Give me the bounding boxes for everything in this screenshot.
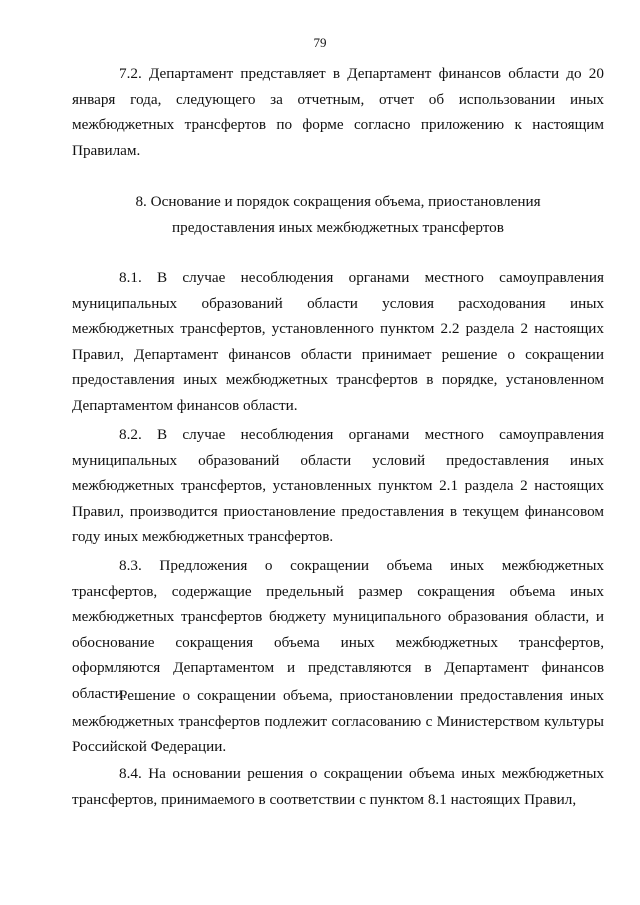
paragraph-8-2: [72, 422, 604, 550]
page-number: 79: [313, 35, 327, 50]
paragraph-8-2-text: 8.2. В случае несоблюдения органами местного самоуправления муниципальных образований области условий предоставления иных межбюджетных трансфертов, установленных пунктом 2.1 раздела 2 настоящих Правил, производится приостановление предоставления в текущем финансовом году иных межбюджетных трансфертов.: [72, 426, 604, 546]
paragraph-8-3-text: 8.3. Предложения о сокращении объема иных межбюджетных трансфертов, содержащие предельный размер сокращения объема иных межбюджетных трансфертов бюджету муниципального образования области, и обоснование сокращения объема иных межбюджетных трансфертов, оформляются Департаментом и представляются в Департамент финансов области.: [72, 557, 604, 702]
section-8-heading-line-2: предоставления иных межбюджетных трансфертов: [172, 218, 504, 236]
paragraph-7-2: [72, 61, 604, 163]
paragraph-8-3-continuation: [72, 683, 604, 760]
paragraph-8-1: [72, 265, 604, 419]
paragraph-8-4: [72, 761, 604, 812]
paragraph-8-3-continuation-text: Решение о сокращении объема, приостановлении предоставления иных межбюджетных трансфертов подлежит согласованию с Министерством культуры Российской Федерации.: [72, 687, 604, 756]
section-8-heading: [72, 189, 604, 240]
paragraph-8-1-text: 8.1. В случае несоблюдения органами местного самоуправления муниципальных образований области условия расходования иных межбюджетных трансфертов, установленного пунктом 2.2 раздела 2 настоящих Правил, Департамент финансов области принимает решение о сокращении предоставления иных межбюджетных трансфертов в порядке, установленном Департаментом финансов области.: [72, 269, 604, 414]
paragraph-7-2-text: 7.2. Департамент представляет в Департамент финансов области до 20 января года, следующего за отчетным, отчет об использовании иных межбюджетных трансфертов по форме согласно приложению к настоящим Правилам.: [72, 65, 604, 159]
paragraph-8-4-text: 8.4. На основании решения о сокращении объема иных межбюджетных трансфертов, принимаемого в соответствии с пунктом 8.1 настоящих Правил,: [72, 765, 604, 808]
section-8-heading-line-1: 8. Основание и порядок сокращения объема, приостановления: [135, 193, 541, 210]
